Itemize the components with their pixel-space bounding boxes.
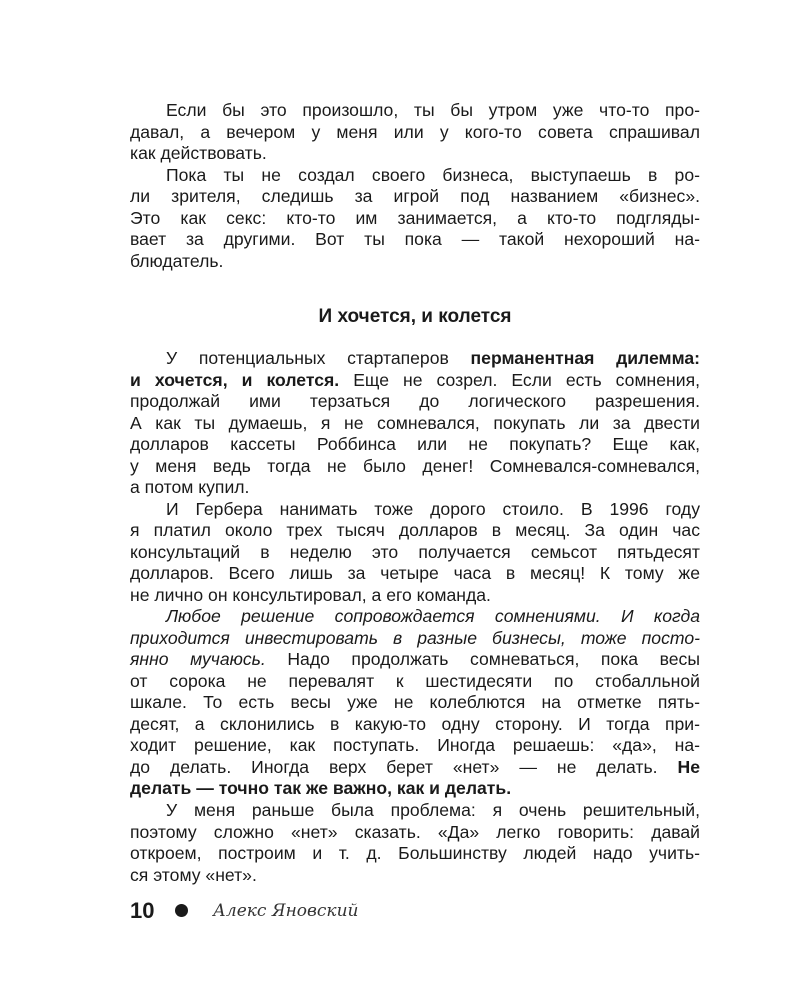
text-line: десят, а склонились в какую-то одну сторону. И тогда при-: [130, 713, 700, 734]
text-line: не лично он консультировал, а его команда.: [130, 584, 491, 605]
text-run: Надо продолжать сомневаться, пока весы: [265, 649, 700, 669]
text-line: Это как секс: кто-то им занимается, а кто-то подгляды-: [130, 207, 700, 228]
italic-run: приходится инвестировать в разные бизнесы, тоже посто-: [130, 627, 700, 648]
bullet-dot-icon: [175, 904, 188, 917]
text-line: ся этому «нет».: [130, 864, 257, 885]
paragraph-group-1: [130, 100, 700, 272]
text-line: Если бы это произошло, ты бы утром уже что-то про-: [166, 100, 700, 120]
bold-run: делать — точно так же важно, как и делать.: [130, 778, 512, 798]
text-run: Еще не созрел. Если есть сомнения,: [339, 369, 700, 390]
text-line: продолжай ими терзаться до логического разрешения.: [130, 391, 700, 411]
text-line: И Гербера нанимать тоже дорого стоило. В 1996 году: [166, 498, 700, 519]
text-line: консультаций в неделю это получается семьсот пятьдесят: [130, 541, 700, 562]
text-line: я платил около трех тысяч долларов в месяц. За один час: [130, 520, 700, 540]
bold-run: перманентная дилемма:: [470, 348, 700, 368]
text-line: вает за другими. Вот ты пока — такой нехороший на-: [130, 229, 700, 249]
text-run: до делать. Иногда верх берет «нет» — не делать.: [130, 756, 678, 777]
text-line: Пока ты не создал своего бизнеса, выступаешь в ро-: [166, 164, 700, 185]
text-run: У потенциальных стартаперов: [166, 348, 471, 368]
text-line: [130, 606, 700, 628]
paragraph-saying-no: [130, 800, 700, 886]
text-line: как действовать.: [130, 143, 267, 163]
text-line: ходит решение, как поступать. Иногда решаешь: «да», на-: [130, 735, 700, 755]
text-line: [130, 348, 700, 370]
text-line: блюдатель.: [130, 250, 224, 271]
text-line: [130, 778, 700, 800]
italic-run: янно мучаюсь.: [130, 649, 266, 669]
text-line: от сорока не перевалят к шестидесяти по стобалльной: [130, 670, 700, 691]
text-line: долларов кассеты Роббинса или не покупать? Еще как,: [130, 434, 700, 454]
text-line: давал, а вечером у меня или у кого-то совета спрашивал: [130, 121, 700, 142]
bold-run: и хочется, и колется.: [130, 369, 340, 390]
italic-run: Любое решение сопровождается сомнениями. И когда: [166, 606, 700, 626]
text-line: шкале. То есть весы уже не колеблются на отметке пять-: [130, 692, 700, 712]
text-line: У меня раньше была проблема: я очень решительный,: [166, 800, 700, 820]
paragraph-gerber: [130, 499, 700, 607]
page-number: 10: [130, 898, 155, 923]
section-heading: И хочется, и колется: [318, 306, 512, 327]
text-line: поэтому сложно «нет» сказать. «Да» легко говорить: давай: [130, 821, 700, 842]
text-line: у меня ведь тогда не было денег! Сомневался-сомневался,: [130, 455, 700, 476]
text-line: А как ты думаешь, я не сомневался, покупать ли за двести: [130, 412, 700, 433]
text-line: [130, 628, 700, 650]
text-line: ли зрителя, следишь за игрой под названием «бизнес».: [130, 186, 700, 206]
running-author: Алекс Яновский: [213, 901, 359, 921]
text-line: а потом купил.: [130, 477, 250, 497]
text-line: [130, 370, 700, 392]
text-line: [130, 757, 700, 779]
text-line: откроем, построим и т. д. Большинству людей надо учить-: [130, 843, 700, 863]
text-line: [130, 649, 700, 671]
paragraph-dilemma: [130, 348, 700, 499]
text-line: долларов. Всего лишь за четыре часа в месяц! К тому же: [130, 563, 700, 583]
bold-run: Не: [677, 756, 700, 777]
paragraph-decisions: [130, 606, 700, 800]
